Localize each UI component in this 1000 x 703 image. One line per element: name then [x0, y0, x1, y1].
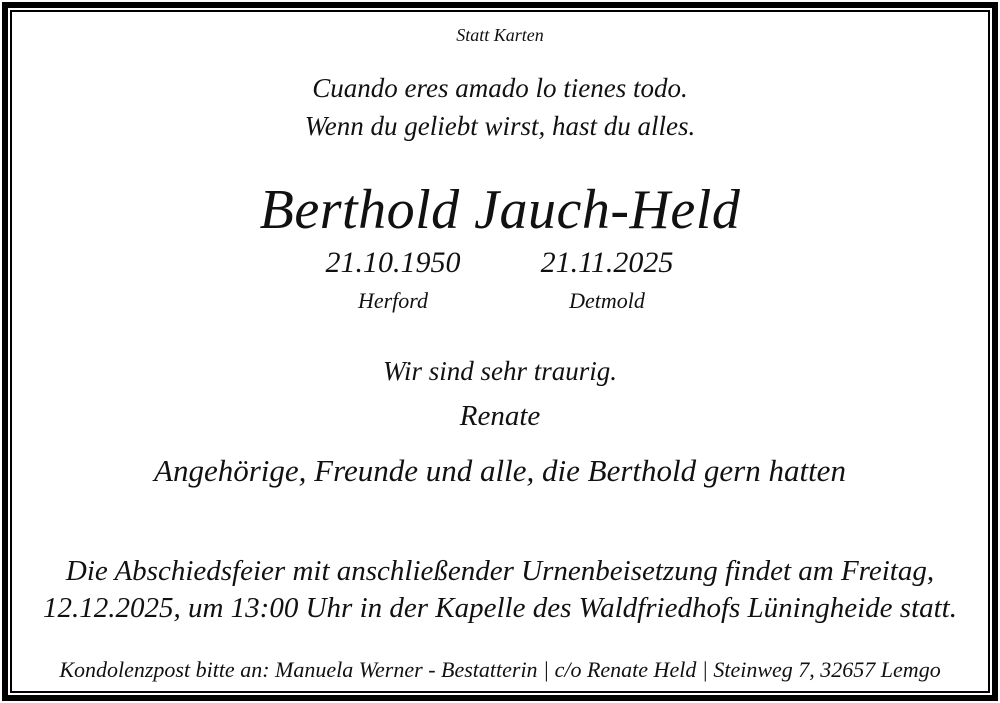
death-date: 21.11.2025: [540, 246, 674, 279]
ceremony-info-block: [12, 553, 988, 627]
obituary-inner-border: [10, 10, 990, 693]
ceremony-info-line-2: 12.12.2025, um 13:00 Uhr in der Kapelle des Waldfriedhofs Lüningheide statt.: [42, 592, 957, 624]
statt-karten-note: Statt Karten: [456, 25, 544, 45]
quote-block: [12, 69, 988, 145]
birth-column: [317, 246, 469, 313]
birth-place: Herford: [357, 288, 429, 313]
death-column: [531, 246, 683, 313]
mourning-others: Angehörige, Freunde und alle, die Berthold gern hatten: [154, 453, 846, 488]
mourning-statement: Wir sind sehr traurig.: [382, 356, 618, 386]
condolence-address: Kondolenzpost bitte an: Manuela Werner - Bestatterin | c/o Renate Held | Steinweg 7, 32657 Lemgo: [59, 657, 941, 682]
ceremony-info-line-1: Die Abschiedsfeier mit anschließender Urnenbeisetzung findet am Freitag,: [65, 555, 935, 587]
death-place: Detmold: [569, 288, 645, 313]
obituary-outer-border: [2, 2, 998, 701]
life-dates-row: [12, 246, 988, 313]
quote-line-spanish: Cuando eres amado lo tienes todo.: [312, 73, 688, 103]
quote-line-german: Wenn du geliebt wirst, hast du alles.: [304, 111, 696, 141]
deceased-name: Berthold Jauch-Held: [259, 179, 741, 241]
mourning-family-name: Renate: [459, 400, 541, 432]
birth-date: 21.10.1950: [325, 246, 461, 279]
